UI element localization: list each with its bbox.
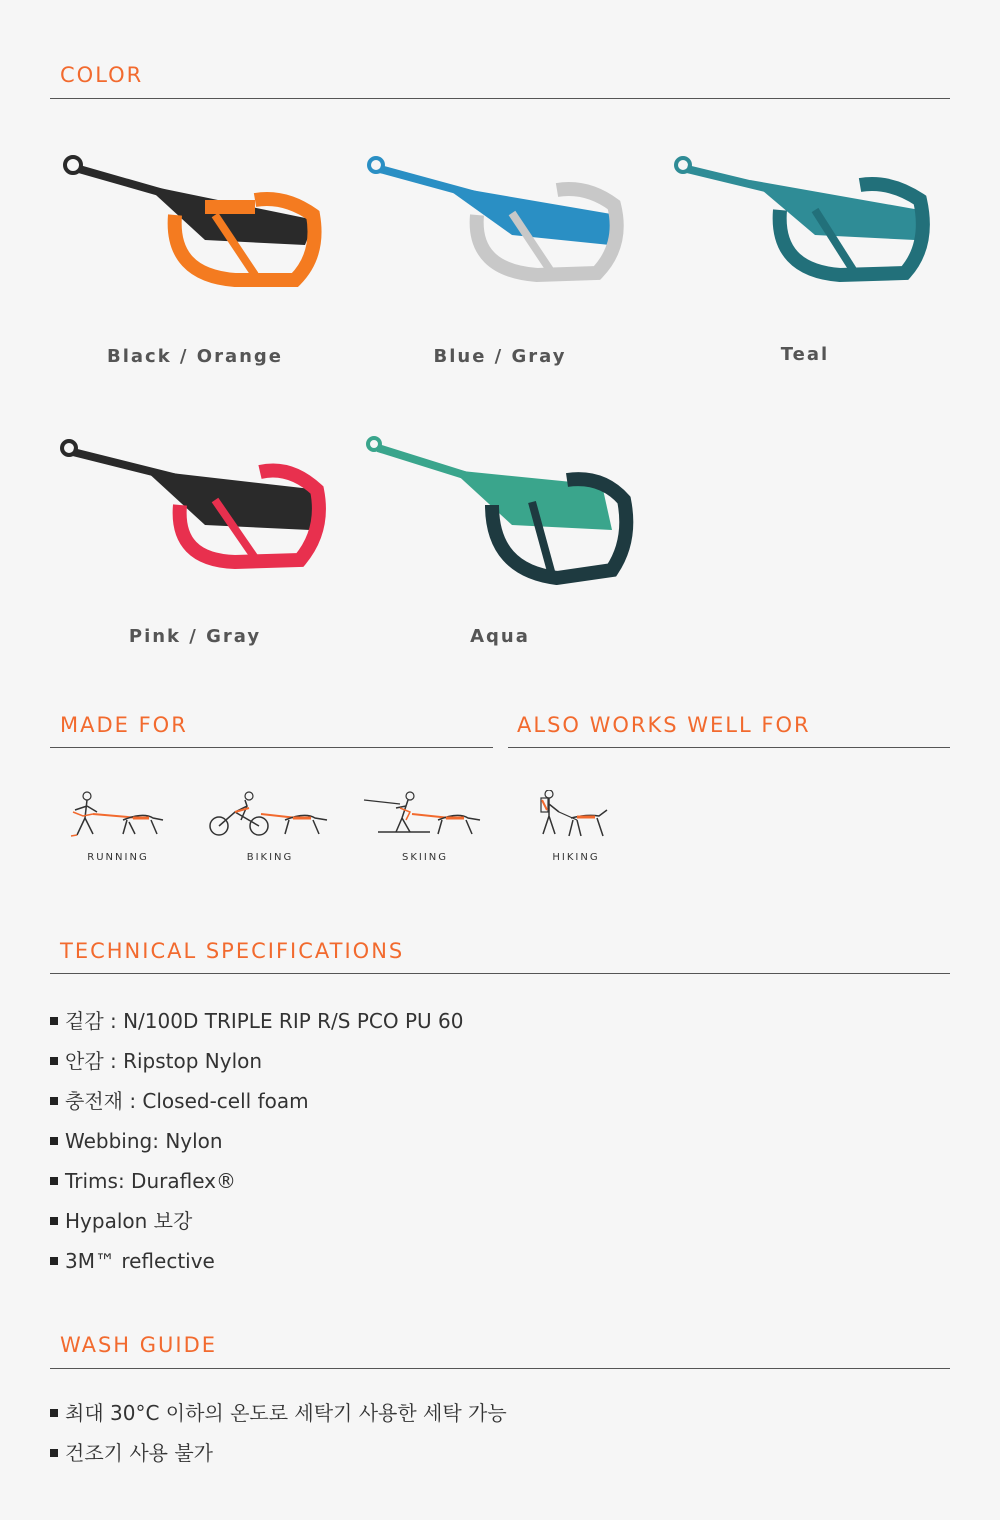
- tech-specs-divider: [50, 973, 950, 974]
- made-for-title: MADE FOR: [60, 713, 188, 737]
- harness-image-pink-gray: [55, 430, 335, 600]
- wash-text: 건조기 사용 불가: [65, 1441, 213, 1465]
- color-label-aqua: Aqua: [470, 626, 530, 647]
- spec-item: [50, 1081, 463, 1121]
- spec-item: [50, 1121, 463, 1161]
- skiing-icon: [360, 790, 490, 850]
- bullet-icon: [50, 1097, 58, 1105]
- color-divider: [50, 98, 950, 99]
- spec-text: 3M™ reflective: [65, 1249, 215, 1273]
- bullet-icon: [50, 1177, 58, 1185]
- harness-image-teal: [665, 145, 945, 315]
- color-label-black-orange: Black / Orange: [106, 346, 284, 367]
- also-works-divider: [508, 747, 950, 748]
- bullet-icon: [50, 1017, 58, 1025]
- color-label-pink-gray: Pink / Gray: [128, 626, 262, 647]
- activity-label-skiing: SKIING: [401, 852, 449, 863]
- activity-label-running: RUNNING: [87, 852, 149, 863]
- tech-specs-title: TECHNICAL SPECIFICATIONS: [60, 939, 405, 963]
- wash-guide-title: WASH GUIDE: [60, 1333, 218, 1357]
- bullet-icon: [50, 1137, 58, 1145]
- bullet-icon: [50, 1217, 58, 1225]
- color-section-title: COLOR: [60, 63, 144, 87]
- color-label-teal: Teal: [780, 344, 830, 365]
- harness-image-blue-gray: [362, 145, 642, 315]
- bullet-icon: [50, 1257, 58, 1265]
- spec-item: [50, 1001, 463, 1041]
- made-for-divider: [50, 747, 493, 748]
- hiking-icon: [511, 790, 641, 850]
- wash-text: 최대 30°C 이하의 온도로 세탁기 사용한 세탁 가능: [65, 1401, 507, 1425]
- harness-image-aqua: [362, 430, 642, 600]
- bullet-icon: [50, 1409, 58, 1417]
- spec-text: 안감 : Ripstop Nylon: [65, 1049, 263, 1073]
- wash-item: [50, 1433, 507, 1473]
- spec-text: Webbing: Nylon: [65, 1129, 223, 1153]
- wash-guide-list: [50, 1393, 507, 1473]
- also-works-title: ALSO WORKS WELL FOR: [517, 713, 811, 737]
- spec-text: Trims: Duraflex®: [65, 1169, 236, 1193]
- activity-biking: [205, 790, 335, 880]
- activity-skiing: [360, 790, 490, 880]
- spec-text: Hypalon 보강: [65, 1209, 193, 1233]
- harness-image-black-orange: [55, 145, 335, 315]
- activity-hiking: [511, 790, 641, 880]
- spec-text: 겉감 : N/100D TRIPLE RIP R/S PCO PU 60: [65, 1009, 464, 1033]
- running-icon: [53, 790, 183, 850]
- activity-label-hiking: HIKING: [552, 852, 600, 863]
- activity-label-biking: BIKING: [246, 852, 294, 863]
- spec-item: [50, 1201, 463, 1241]
- activity-running: [53, 790, 183, 880]
- color-label-blue-gray: Blue / Gray: [433, 346, 567, 367]
- biking-icon: [205, 790, 335, 850]
- bullet-icon: [50, 1449, 58, 1457]
- spec-item: [50, 1161, 463, 1201]
- spec-text: 충전재 : Closed-cell foam: [65, 1089, 309, 1113]
- wash-guide-divider: [50, 1368, 950, 1369]
- tech-specs-list: [50, 1001, 463, 1281]
- spec-item: [50, 1241, 463, 1281]
- bullet-icon: [50, 1057, 58, 1065]
- wash-item: [50, 1393, 507, 1433]
- spec-item: [50, 1041, 463, 1081]
